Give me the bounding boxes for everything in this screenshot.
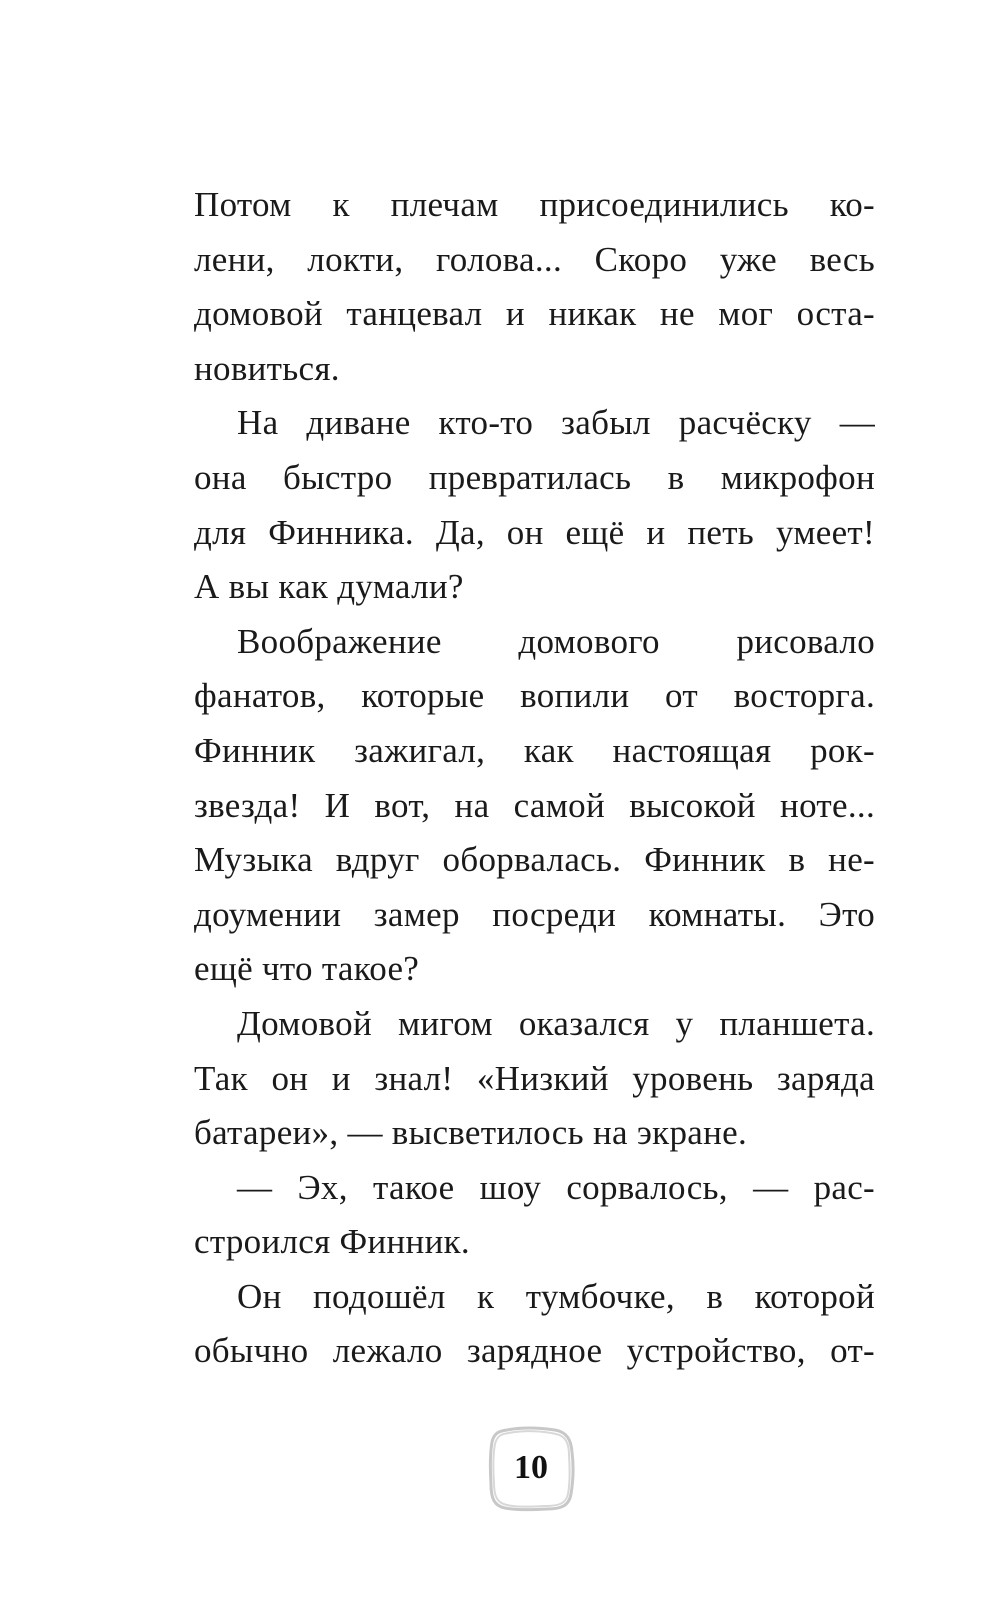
text-line: домовой танцевал и никак не мог оста- [194,294,875,334]
text-line: Домовой мигом оказался у планшета. [237,1003,875,1043]
text-line: лени, локти, голова... Скоро уже весь [194,239,875,279]
text-line: фанатов, которые вопили от восторга. [194,676,875,716]
text-line: новиться. [194,348,340,388]
page-number-badge [485,1422,577,1514]
text-line: Так он и знал! «Низкий уровень заряда [194,1058,875,1098]
text-line: На диване кто-то забыл расчёску — [237,403,875,443]
text-line: для Финника. Да, он ещё и петь умеет! [194,512,875,552]
text-line: А вы как думали? [194,567,464,607]
text-line: строился Финник. [194,1222,470,1262]
text-line: — Эх, такое шоу сорвалось, — рас- [237,1167,875,1207]
text-line: Потом к плечам присоединились ко- [194,185,875,224]
text-line: Музыка вдруг оборвалась. Финник в не- [194,840,875,880]
text-line: ещё что такое? [194,949,420,989]
text-line: она быстро превратилась в микрофон [194,457,875,497]
text-line: Воображение домового рисовало [237,621,875,661]
page-body-text [194,178,875,1379]
text-line: Он подошёл к тумбочке, в которой [237,1276,875,1316]
text-line: обычно лежало зарядное устройство, от- [194,1331,875,1371]
text-line: Финник зажигал, как настоящая рок- [194,730,875,770]
text-line: батареи», — высветилось на экране. [194,1113,748,1153]
page-number: 10 [514,1449,548,1486]
text-line: доумении замер посреди комнаты. Это [194,894,875,934]
text-line: звезда! И вот, на самой высокой ноте... [194,785,875,825]
